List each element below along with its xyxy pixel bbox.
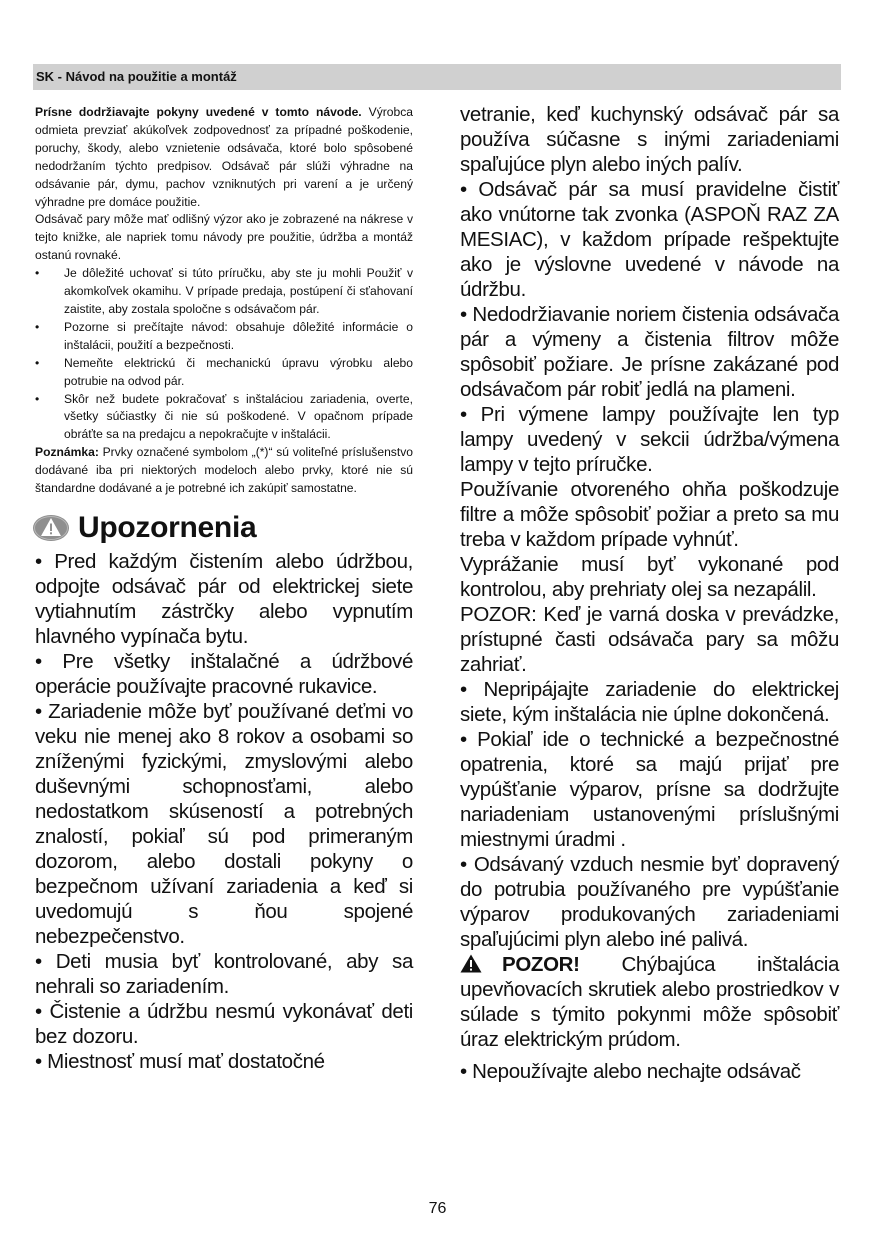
warning-paragraph: • Nepoužívajte alebo nechajte odsávač: [460, 1060, 801, 1083]
warning-paragraph: • Miestnosť musí mať dostatočné: [35, 1049, 325, 1073]
bullet: •: [35, 319, 40, 334]
warning-icon: [32, 513, 70, 543]
note-text: Prvky označené symbolom „(*)“ sú voliteľné príslušenstvo dodávané iba pri niektorých modeloch alebo prvky, ktoré nie sú štandardne dodávané a je potrebné ich zakúpiť samostatne.: [35, 445, 413, 496]
warning-paragraph: • Odsávač pár sa musí pravidelne čistiť ako vnútorne tak zvonka (ASPOŇ RAZ ZA MESIAC), v každom prípade rešpektujte ako je výslovne uvedené v návode na údržbu.: [460, 178, 839, 301]
warning-paragraph: POZOR: Keď je varná doska v prevádzke, prístupné časti odsávača pary sa môžu zahriať.: [460, 603, 839, 676]
list-item: • Skôr než budete pokračovať s inštaláciou zariadenia, overte, všetky súčiastky či nie sú poškodené. V opačnom prípade obráťte sa na predajcu a nepokračujte v inštalácii.: [35, 391, 413, 442]
intro-paragraph: [35, 104, 413, 211]
section-header-title: SK - Návod na použitie a montáž: [36, 69, 237, 84]
warning-paragraph: • Odsávaný vzduch nesmie byť dopravený do potrubia používaného pre vypúšťanie výparov produkovaných zariadeniami spaľujúcimi plyn alebo iné palivá.: [460, 853, 839, 951]
warning-paragraph: • Pre všetky inštalačné a údržbové operácie používajte pracovné rukavice.: [35, 649, 413, 698]
warning-paragraph: • Pri výmene lampy používajte len typ lampy uvedený v sekcii údržba/výmena lampy v tejto príručke.: [460, 403, 839, 476]
warning-paragraph: • Čistenie a údržbu nesmú vykonávať deti bez dozoru.: [35, 999, 413, 1048]
pozor-label: POZOR!: [502, 953, 580, 976]
hazard-triangle-icon: [460, 954, 482, 973]
appearance-note: Odsávač pary môže mať odlišný výzor ako je zobrazené na nákrese v tejto knižke, ale napriek tomu návody pre použitie, údržba a montáž ostanú rovnaké.: [35, 212, 413, 263]
bullet: •: [35, 266, 40, 281]
note-paragraph: [35, 444, 413, 498]
warning-paragraph: • Zariadenie môže byť používané deťmi vo veku nie menej ako 8 rokov a osobami so zníženými fyzickými, zmyslovými alebo duševnými schopnosťami, alebo nedostatkom skúseností a potrebných znalostí, pokiaľ sú pod primeraným dozorom, alebo dostali pokyny o bezpečnom užívaní zariadenia a keď si uvedomujú s ňou spojené nebezpečenstvo.: [35, 699, 413, 948]
intro-text: Výrobca odmieta prevziať akúkoľvek zodpovednosť za prípadné poškodenie, poruchy, škody, alebo vznietenie odsávača, ktoré bolo spôsobené nedodržaním týchto predpisov. Odsávač pár slúži výhradne na odsávanie pár, dymu, pachov vzniknutých pri varení a je určený výhradne pre domáce použitie.: [35, 105, 413, 209]
warning-paragraph: Používanie otvoreného ohňa poškodzuje filtre a môže spôsobiť požiar a preto sa mu treba v každom prípade vyhnúť.: [460, 478, 839, 551]
left-column: [35, 104, 413, 1074]
list-item: • Je dôležité uchovať si túto príručku, aby ste ju mohli Použiť v akomkoľvek okamihu. V prípade predaja, postúpení či sťahovaní zaistite, aby zostala spoločne s odsávačom pár.: [35, 266, 413, 316]
warning-paragraph: • Pokiaľ ide o technické a bezpečnostné opatrenia, ktoré sa majú prijať pre vypúšťanie výparov, prísne sa dodržujte nariadeniam ustanovenými príslušnými miestnymi úradmi .: [460, 728, 839, 851]
warnings-heading: [32, 510, 413, 546]
intro-bold: Prísne dodržiavajte pokyny uvedené v tomto návode.: [35, 105, 362, 119]
section-header-bar: [33, 64, 841, 90]
warning-paragraph: • Pred každým čistením alebo údržbou, odpojte odsávač pár od elektrickej siete vytiahnutím zástrčky alebo vypnutím hlavného vypínača bytu.: [35, 549, 413, 648]
warning-paragraph: vetranie, keď kuchynský odsávač pár sa používa súčasne s inými zariadeniami spaľujúce plyn alebo iných palív.: [460, 103, 839, 176]
list-item: • Nemeňte elektrickú či mechanickú úpravu výrobku alebo potrubie na odvod pár.: [35, 355, 413, 388]
instruction-list: [35, 265, 413, 444]
warnings-heading-text: Upozornenia: [78, 510, 257, 544]
warning-paragraph: • Nepripájajte zariadenie do elektrickej siete, kým inštalácia nie úplne dokončená.: [460, 678, 839, 726]
right-column: [460, 102, 839, 1084]
page-number: 76: [428, 1200, 447, 1217]
bullet: •: [35, 391, 40, 406]
pozor-text: Chýbajúca inštalácia upevňovacích skrutiek alebo prostriedkov v súlade s týmito pokynmi môže spôsobiť úraz elektrickým prúdom.: [460, 953, 839, 1051]
list-item: • Pozorne si prečítajte návod: obsahuje dôležité informácie o inštalácii, použití a bezpečnosti.: [35, 319, 413, 352]
warning-paragraph: • Nedodržiavanie noriem čistenia odsávača pár a výmeny a čistenia filtrov môže spôsobiť požiare. Je prísne zakázané pod odsávačom pár robiť jedlá na plameni.: [460, 303, 839, 401]
warning-paragraph: Vyprážanie musí byť vykonané pod kontrolou, aby prehriaty olej sa nezapálil.: [460, 553, 839, 601]
pozor-paragraph: [460, 952, 839, 1052]
warning-paragraph: • Deti musia byť kontrolované, aby sa nehrali so zariadením.: [35, 949, 413, 998]
bullet: •: [35, 355, 40, 370]
note-label: Poznámka:: [35, 445, 99, 460]
